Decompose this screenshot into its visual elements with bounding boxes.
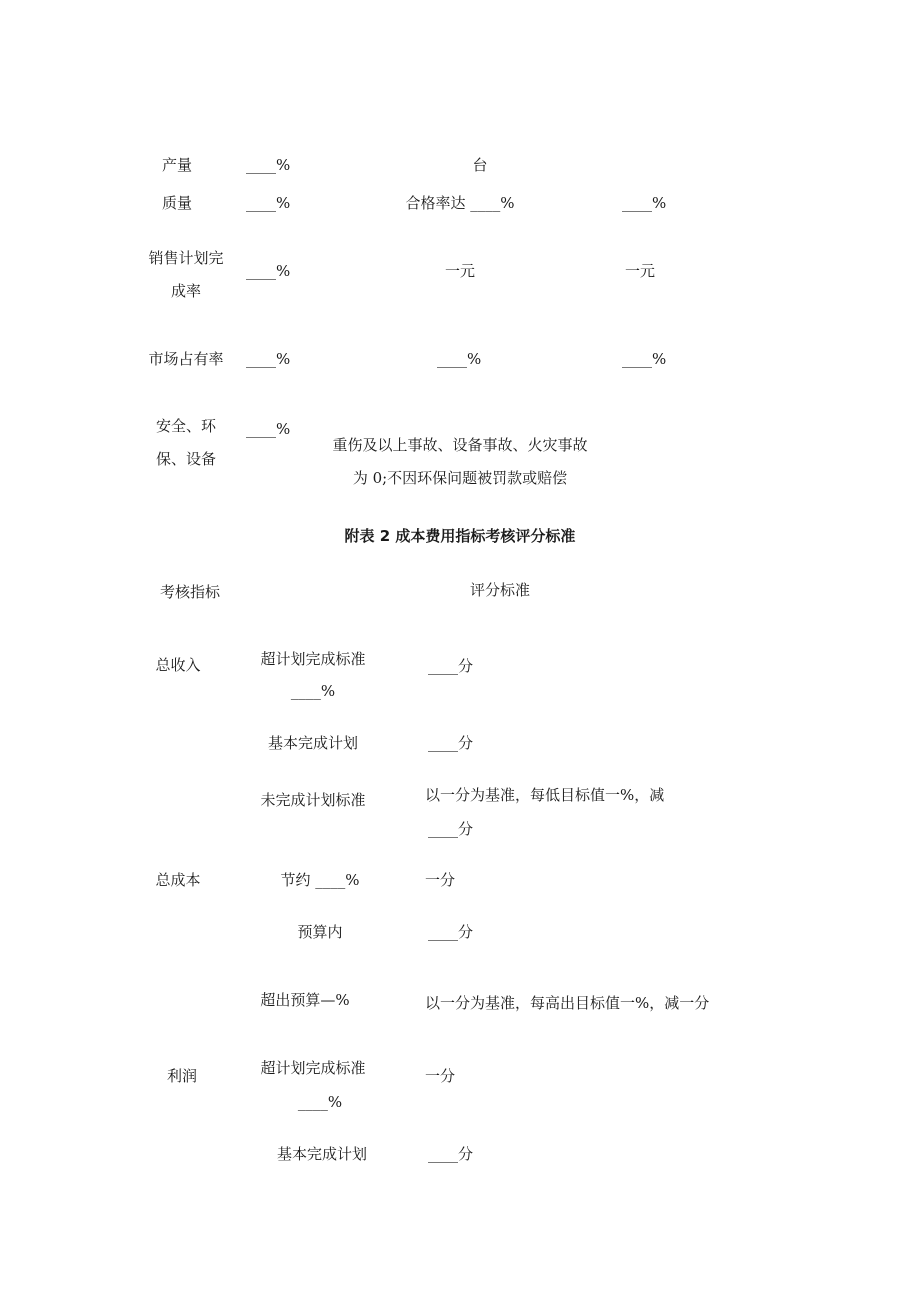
score: ____分 — [428, 657, 474, 675]
cell-value: 一元 — [444, 262, 475, 280]
cell-value: ____% — [622, 350, 667, 368]
score: ____分 — [428, 1145, 474, 1163]
cell-target-pct: ____% — [246, 350, 291, 368]
score: 以一分为基准，每低目标值一%，减 — [425, 786, 665, 804]
cell-value: 台 — [472, 156, 488, 174]
indicator-total-revenue: 总收入 — [155, 656, 201, 674]
condition-2: ____% — [297, 1093, 343, 1111]
condition: 超出预算—% — [260, 991, 350, 1009]
cell-value: ____% — [622, 194, 667, 212]
score: 以一分为基准，每高出目标值一%，减一分 — [425, 994, 710, 1012]
condition: 超计划完成标准 — [260, 1059, 366, 1077]
appendix-title: 附表 2 成本费用指标考核评分标准 — [344, 527, 576, 545]
row-label-sales-completion: 销售计划完 — [148, 249, 224, 267]
condition: 预算内 — [297, 923, 343, 941]
cell-target-pct: ____% — [246, 262, 291, 280]
condition: 节约 ____% — [280, 871, 360, 889]
cell-target-pct: ____% — [246, 420, 291, 438]
score: 一分 — [425, 1067, 456, 1085]
header-standard: 评分标准 — [469, 581, 530, 599]
cell-target-pct: ____% — [246, 194, 291, 212]
condition: 基本完成计划 — [267, 734, 358, 752]
row-label-output: 产量 — [161, 156, 192, 174]
cell-safety-requirement: 重伤及以上事故、设备事故、火灾事故 — [332, 436, 588, 454]
row-label-safety-2: 保、设备 — [155, 450, 216, 468]
cell-target-pct: ____% — [246, 156, 291, 174]
indicator-profit: 利润 — [166, 1067, 197, 1085]
cell-value: ____% — [437, 350, 482, 368]
score: ____分 — [428, 923, 474, 941]
score-2: ____分 — [428, 820, 474, 838]
cell-safety-requirement-2: 为 0;不因环保问题被罚款或赔偿 — [352, 469, 568, 487]
condition: 超计划完成标准 — [260, 650, 366, 668]
score: ____分 — [428, 734, 474, 752]
condition-2: ____% — [290, 682, 336, 700]
indicator-total-cost: 总成本 — [155, 871, 201, 889]
row-label-market-share: 市场占有率 — [148, 350, 224, 368]
cell-value: 合格率达 ____% — [405, 194, 515, 212]
condition: 未完成计划标准 — [260, 791, 366, 809]
score: 一分 — [425, 871, 456, 889]
row-label-quality: 质量 — [161, 194, 192, 212]
row-label-sales-completion-2: 成率 — [170, 282, 201, 300]
row-label-safety: 安全、环 — [155, 417, 216, 435]
condition: 基本完成计划 — [276, 1145, 367, 1163]
header-indicator: 考核指标 — [159, 583, 220, 601]
cell-value: 一元 — [624, 262, 655, 280]
